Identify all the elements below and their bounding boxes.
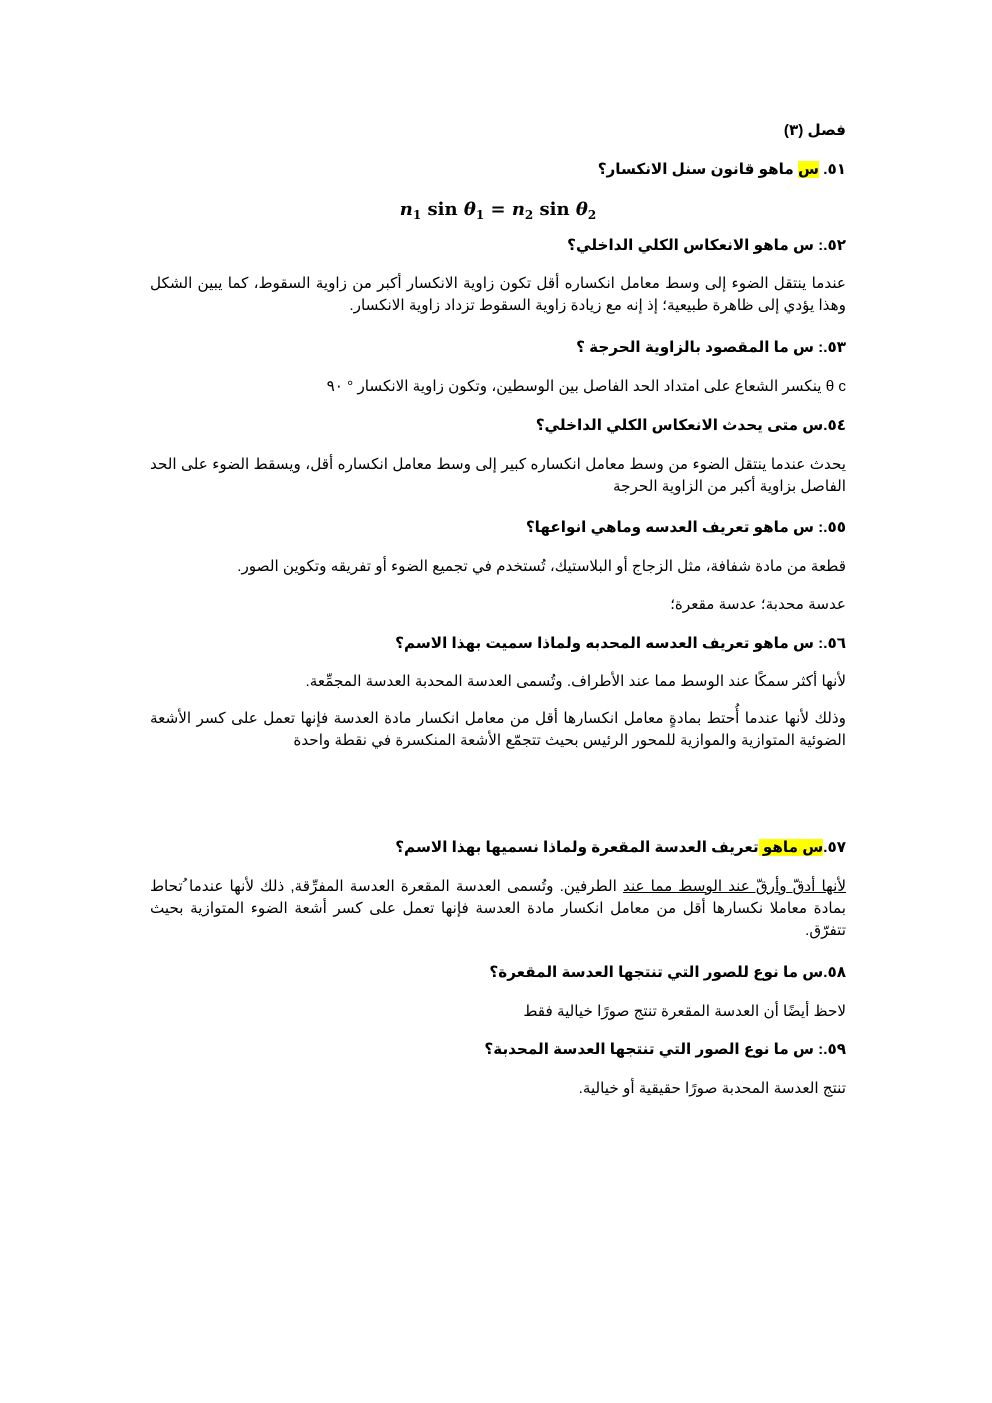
question-51-highlight: س <box>798 161 819 178</box>
answer-59: تنتج العدسة المحدبة صورًا حقيقية أو خيالية. <box>578 1080 846 1097</box>
question-51-number: ٥١. <box>823 161 846 178</box>
answer-54: يحدث عندما ينتقل الضوء من وسط معامل انكساره كبير إلى وسط معامل انكساره أقل، ويسقط الضوء على الحد الفاصل بزاوية أكبر من الزاوية الحرجة <box>150 456 846 495</box>
question-58: ٥٨.س ما نوع للصور التي تنتجها العدسة المقعرة؟ <box>489 964 846 981</box>
answer-57 <box>150 876 846 942</box>
answer-57-underlined: لأنها أدقّ وأرقّ عند الوسط مما عند <box>622 878 846 895</box>
answer-55: قطعة من مادة شفافة، مثل الزجاج أو البلاستيك، تُستخدم في تجميع الضوء أو تفريقه وتكوين الصور. <box>237 558 846 575</box>
lens-types: عدسة محدبة؛ عدسة مقعرة؛ <box>670 596 846 613</box>
question-57-number: ٥٧. <box>823 839 846 856</box>
question-56: ٥٦.: س ماهو تعريف العدسه المحدبه ولماذا سميت بهذا الاسم؟ <box>395 635 846 652</box>
answer-53 <box>150 377 846 397</box>
question-55: ٥٥.: س ماهو تعريف العدسه وماهي انواعها؟ <box>525 519 846 536</box>
document-page <box>150 0 846 1403</box>
question-51-text: ماهو قانون سنل الانكسار؟ <box>597 161 799 178</box>
answer-53-text: ينكسر الشعاع على امتداد الحد الفاصل بين الوسطين، وتكون زاوية الانكسار ° ٩٠ <box>326 378 826 395</box>
answer-52: عندما ينتقل الضوء إلى وسط معامل انكساره أقل تكون زاوية الانكسار أكبر من زاوية السقوط، كما يبين الشكل وهذا يؤدي إلى ظاهرة طبيعية؛ إذ إنه مع زيادة زاوية السقوط تزداد زاوية الانكسار. <box>150 275 846 314</box>
answer-58: لاحظ أيضًا أن العدسة المقعرة تنتج صورًا خيالية فقط <box>523 1003 846 1020</box>
question-57-text: تعريف العدسة المقعرة ولماذا نسميها بهذا الاسم؟ <box>395 839 759 856</box>
critical-angle-symbol: θ c <box>825 378 846 395</box>
question-52: ٥٢.: س ماهو الانعكاس الكلي الداخلي؟ <box>567 237 846 254</box>
question-53: ٥٣.: س ما المقصود بالزاوية الحرجة ؟ <box>576 339 846 356</box>
snell-law-formula: $n_1$ $\sin \theta_1 = n_2$ $\sin \theta_2$ <box>399 199 597 222</box>
question-54: ٥٤.س متى يحدث الانعكاس الكلي الداخلي؟ <box>535 417 846 434</box>
question-57 <box>150 838 846 858</box>
answer-56-line-2: وذلك لأنها عندما أُحتط بمادةٍ معامل انكسارها أقل من معامل انكسار مادة العدسة فإنها تعمل على كسر الأشعة الضوئية المتوازية والموازية للمحور الرئيس بحيث تتجمّع الأشعة المنكسرة في نقطة واحدة <box>150 710 846 749</box>
answer-56-line-1: لأنها أكثر سمكًا عند الوسط مما عند الأطراف. وتُسمى العدسة المحدبة العدسة المجمِّعة. <box>305 673 846 690</box>
question-51 <box>150 160 846 180</box>
chapter-heading: فصل (٣) <box>783 122 846 139</box>
question-57-highlight: س ماهو <box>758 839 824 856</box>
answer-57-rest: الطرفين. وتُسمى العدسة المقعرة العدسة المفرِّقة, ذلك لأنها عندما ُتحاط بمادة معاملا نكسارها أقل من معامل انكسار مادة العدسة فإنها تعمل على كسر أشعة الضوء المتوازية بحيث تتفرّق. <box>150 878 846 939</box>
question-59: ٥٩.: س ما نوع الصور التي تنتجها العدسة المحدبة؟ <box>484 1041 846 1058</box>
